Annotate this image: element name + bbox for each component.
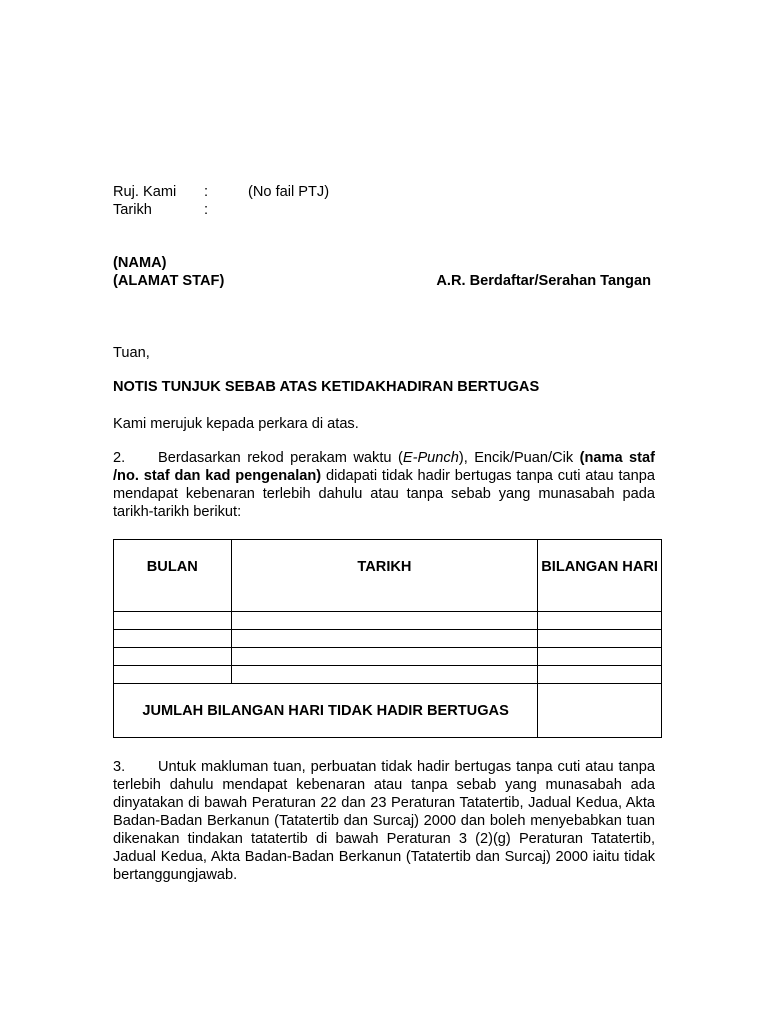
subject-heading: NOTIS TUNJUK SEBAB ATAS KETIDAKHADIRAN BERTUGAS (113, 379, 540, 395)
delivery-method: A.R. Berdaftar/Serahan Tangan (436, 273, 651, 289)
table-cell[interactable] (114, 666, 232, 684)
addressee-block (113, 254, 224, 290)
intro-paragraph: Kami merujuk kepada perkara di atas. (113, 416, 359, 432)
paragraph-text: Untuk makluman tuan, perbuatan tidak hadir bertugas tanpa cuti atau tanpa terlebih dahulu mendapat kebenaran atau tanpa sebab yang munasabah ada dinyatakan di bawah Peraturan 22 dan 23 Peraturan Tatatertib, Jadual Kedua, Akta Badan-Badan Berkanun (Tatatertib dan Surcaj) 2000 dan boleh menyebabkan tuan dikenakan tindakan tatatertib di bawah Peraturan 3 (2)(g) Peraturan Tatatertib, Jadual Kedua, Akta Badan-Badan Berkanun (Tatatertib dan Surcaj) 2000 iaitu tidak bertanggungjawab. (113, 759, 655, 883)
table-cell[interactable] (231, 648, 538, 666)
table-cell[interactable] (538, 630, 662, 648)
table-cell[interactable] (231, 612, 538, 630)
table-cell[interactable] (114, 612, 232, 630)
ref-label: Ruj. Kami (113, 184, 177, 200)
paragraph-2 (113, 449, 655, 521)
ref-row (113, 183, 329, 201)
table-cell[interactable] (231, 666, 538, 684)
total-label: JUMLAH BILANGAN HARI TIDAK HADIR BERTUGAS (114, 684, 538, 738)
addressee-address: (ALAMAT STAF) (113, 273, 225, 289)
total-value-cell[interactable] (538, 684, 662, 738)
table-row (114, 630, 662, 648)
col-header-tarikh: TARIKH (231, 540, 538, 612)
paragraph-text: ), Encik/Puan/Cik (458, 450, 580, 466)
paragraph-text: didapati tidak hadir bertugas tanpa cuti atau tanpa mendapat kebenaran terlebih dahulu atau tanpa sebab yang munasabah pada tarikh-tarikh berikut: (113, 468, 655, 520)
table-cell[interactable] (114, 630, 232, 648)
addressee-name: (NAMA) (113, 255, 167, 271)
table-cell[interactable] (538, 648, 662, 666)
table-row (114, 612, 662, 630)
date-colon: : (204, 202, 209, 218)
table-total-row (114, 684, 662, 738)
table-header-row (114, 540, 662, 612)
ref-value: (No fail PTJ) (248, 184, 330, 200)
paragraph-3 (113, 758, 655, 884)
salutation: Tuan, (113, 345, 150, 361)
col-header-bilangan-hari: BILANGAN HARI (538, 540, 662, 612)
table-row (114, 648, 662, 666)
date-label: Tarikh (113, 202, 152, 218)
date-row (113, 201, 329, 219)
table-cell[interactable] (114, 648, 232, 666)
paragraph-text: Berdasarkan rekod perakam waktu ( (158, 450, 403, 466)
absence-table (113, 539, 662, 738)
table-cell[interactable] (231, 630, 538, 648)
table-cell[interactable] (538, 612, 662, 630)
paragraph-number: 3. (113, 759, 126, 775)
table-cell[interactable] (538, 666, 662, 684)
paragraph-number: 2. (113, 450, 126, 466)
epunch-term: E-Punch (402, 450, 459, 466)
staff-placeholder: (nama staf /no. staf dan kad pengenalan) (113, 450, 655, 484)
reference-block (113, 183, 329, 219)
table-row (114, 666, 662, 684)
col-header-bulan: BULAN (114, 540, 232, 612)
ref-colon: : (204, 184, 209, 200)
